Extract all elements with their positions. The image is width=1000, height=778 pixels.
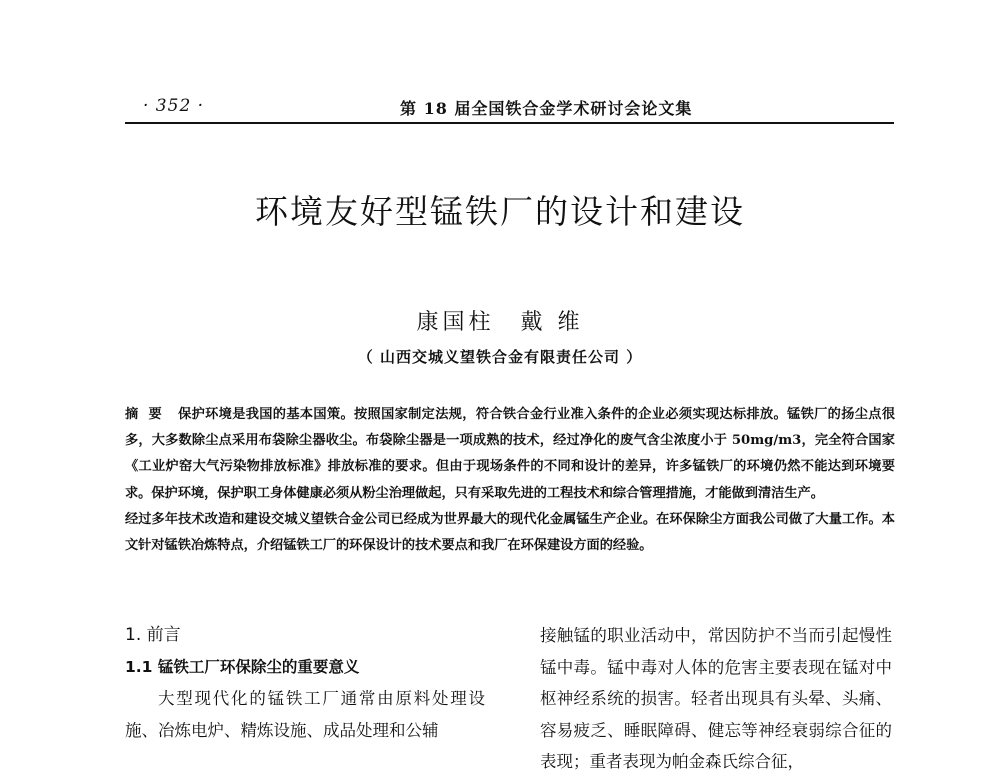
abstract	[125, 402, 895, 559]
header-rule	[125, 122, 894, 124]
body-left-column	[125, 620, 485, 746]
subsection-heading: 1.1 锰铁工厂环保除尘的重要意义	[125, 657, 360, 676]
proceedings-title: 第 18 届全国铁合金学术研讨会论文集	[400, 99, 693, 118]
abstract-text-1: 保护环境是我国的基本国策。按照国家制定法规，符合铁合金行业准入条件的企业必须实现达标排放。锰铁厂的扬尘点很多，大多数除尘点采用布袋除尘器收尘。布袋除尘器是一项成熟的技术，经过净化的废气含尘浓度小于 50mg/m3，完全符合国家《工业炉窑大气污染物排放标准》排放标准的要求。但由于现场条件的不同和设计的差异，许多锰铁厂的环境仍然不能达到环境要求。保护环境，保护职工身体健康必须从粉尘治理做起，只有采取先进的工程技术和综合管理措施，才能做到清洁生产。	[125, 407, 896, 501]
article-affiliation: （ 山西交城义望铁合金有限责任公司 ）	[357, 348, 643, 366]
body-paragraph-right: 接触锰的职业活动中，常因防护不当而引起慢性锰中毒。锰中毒对人体的危害主要表现在锰对中枢神经系统的损害。轻者出现具有头晕、头痛、容易疲乏、睡眠障碍、健忘等神经衰弱综合征的表现；重者表现为帕金森氏综合征，	[540, 626, 892, 771]
page-number: · 352 ·	[143, 96, 205, 116]
abstract-paragraph-1	[125, 402, 895, 507]
body-right-column	[540, 620, 892, 778]
article-authors: 康国柱 戴 维	[416, 310, 584, 335]
abstract-paragraph-2: 经过多年技术改造和建设交城义望铁合金公司已经成为世界最大的现代化金属锰生产企业。在环保除尘方面我公司做了大量工作。本文针对锰铁冶炼特点，介绍锰铁工厂的环保设计的技术要点和我厂在环保建设方面的经验。	[125, 511, 895, 554]
body-paragraph-left: 大型现代化的锰铁工厂通常由原料处理设施、冶炼电炉、精炼设施、成品处理和公辅	[125, 689, 485, 740]
article-title: 环境友好型锰铁厂的设计和建设	[255, 192, 745, 231]
abstract-label: 摘要	[125, 407, 173, 422]
section-heading: 1. 前言	[125, 625, 181, 645]
